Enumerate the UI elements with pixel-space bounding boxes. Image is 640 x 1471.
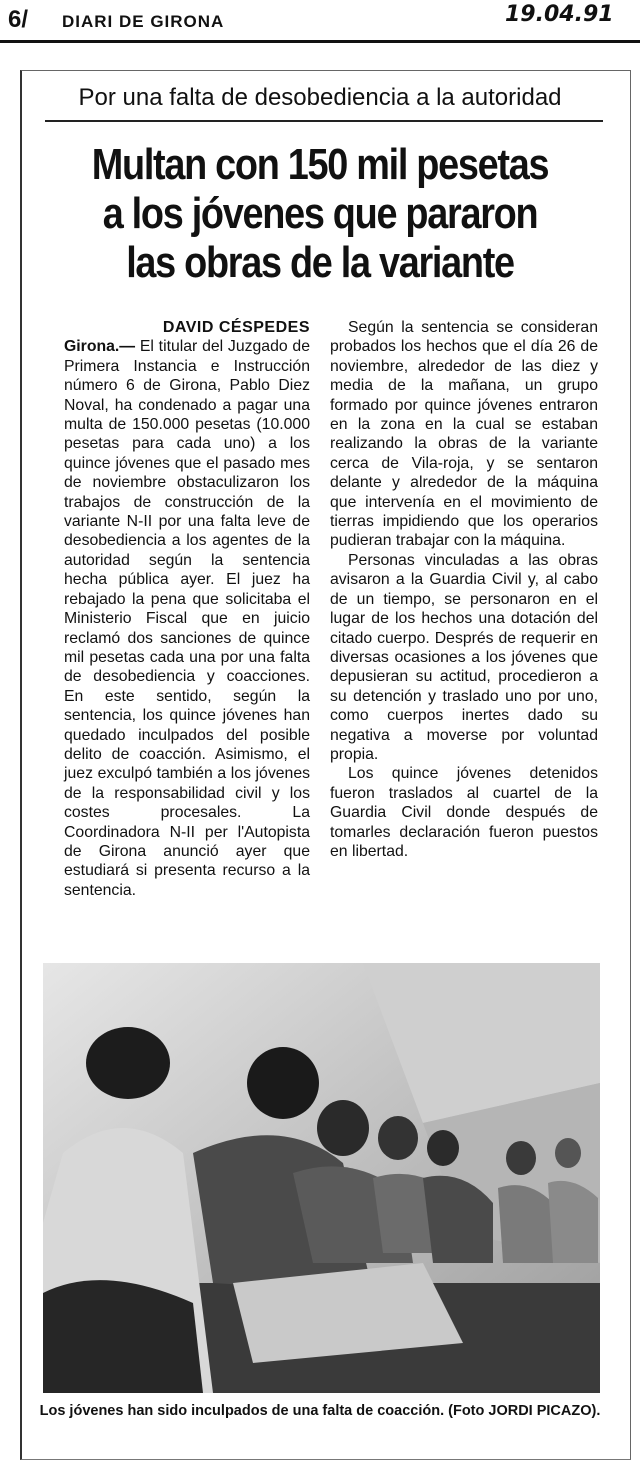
body-paragraph: Personas vinculadas a las obras avisaron a la Guardia Civil y, al cabo de un tiempo, se personaron en el lugar de los hechos una dotación del citado cuerpo. Després de requerir en diversas ocasiones a los jóvenes que depusieran su actitud, procedieron a su detención y traslado uno por uno, como cuerpos inertes dado su negativa a moverse por voluntad propia.	[330, 551, 598, 763]
body-paragraph: Según la sentencia se consideran probados los hechos que el día 26 de noviembre, alrededor de las diez y media de la mañana, un grupo formado por quince jóvenes entraron en la zona en la cual se estaban realizando la obras de la variante cerca de Vila-roja, y se sentaron delante y alrededor de la máquina que intervenía en el movimiento de tierras impidiendo que los operarios pudieran trabajar con la máquina.	[330, 319, 598, 550]
kicker-rule	[45, 120, 603, 122]
news-photo	[43, 963, 600, 1393]
headline	[64, 140, 577, 287]
photo-illustration	[43, 963, 600, 1393]
article-column-1	[64, 318, 310, 900]
body-text: El titular del Juzgado de Primera Instancia e Instrucción número 6 de Girona, Pablo Diez Noval, ha condenado a pagar una multa de 150.000 pesetas (10.000 pesetas para cada uno) a los quince jóvenes que el pasado mes de noviembre obstaculizaron los trabajos de construcción de la variante N-II por una falta leve de desobediencia a los agentes de la autoridad según la sentencia hecha pública ayer. El juez ha rebajado la pena que solicitaba el Ministerio Fiscal que en juicio reclamó dos sanciones de quince mil pesetas cada una por una falta de desobediencia y coacciones. En este sentido, según la sentencia, los quince jóvenes han quedado inculpados del posible delito de coacción. Asimismo, el juez exculpó también a los jóvenes de la responsabilidad civil y los costes procesales. La Coordinadora N-II per l'Autopista de Girona anunció ayer que estudiará si presenta recurso a la sentencia.	[64, 338, 310, 899]
article-column-2	[330, 318, 598, 861]
byline: DAVID CÉSPEDES	[162, 319, 310, 336]
headline-line: Multan con 150 mil pesetas	[91, 140, 549, 189]
page-number: 6/	[8, 6, 29, 33]
kicker: Por una falta de desobediencia a la autoridad	[78, 84, 562, 111]
body-paragraph: Los quince jóvenes detenidos fueron traslados al cuartel de la Guardia Civil donde después de tomarles declaración fueron puestos en libertad.	[330, 765, 598, 860]
newspaper-name: DIARI DE GIRONA	[62, 12, 225, 31]
dateline: Girona.—	[64, 338, 136, 356]
photo-caption: Los jóvenes han sido inculpados de una falta de coacción. (Foto JORDI PICAZO).	[39, 1403, 601, 1419]
masthead	[0, 0, 640, 44]
masthead-rule	[0, 40, 640, 43]
body-paragraph	[64, 337, 310, 900]
headline-line: a los jóvenes que pararon	[102, 189, 538, 238]
handwritten-date: 19.04.91	[505, 2, 614, 27]
headline-line: las obras de la variante	[126, 238, 514, 287]
